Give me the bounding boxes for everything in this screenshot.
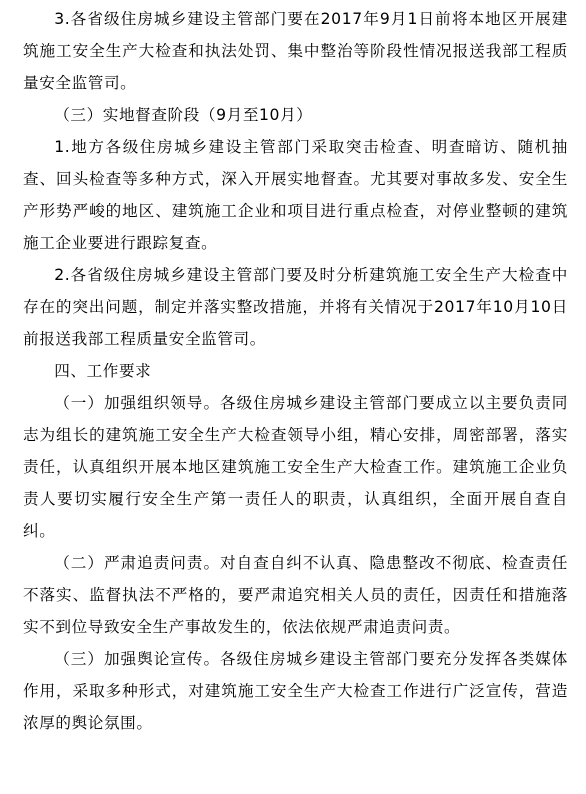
paragraph-onsite-inspection-methods: 1.地方各级住房城乡建设主管部门采取突击检查、明查暗访、随机抽查、回头检查等多种方式，深入开展实地督查。尤其要对事故多发、安全生产形势严峻的地区、建筑施工企业和项目进行重点检查，对停业整顿的建筑施工企业要进行跟踪复查。 [23,138,568,252]
paragraph-publicity: （三）加强舆论宣传。各级住房城乡建设主管部门要充分发挥各类媒体作用，采取多种形式，对建筑施工安全生产大检查工作进行广泛宣传，营造浓厚的舆论氛围。 [23,650,568,732]
paragraph-report-deadline-sept: 3.各省级住房城乡建设主管部门要在2017年9月1日前将本地区开展建筑施工安全生产大检查和执法处罚、集中整治等阶段性情况报送我部工程质量安全监管司。 [23,10,568,92]
section-heading-onsite-inspection: （三）实地督查阶段（9月至10月） [54,106,313,124]
paragraph-accountability: （二）严肃追责问责。对自查自纠不认真、隐患整改不彻底、检查责任不落实、监督执法不严格的，要严肃追究相关人员的责任，因责任和措施落实不到位导致安全生产事故发生的，依法依规严肃追责问责。 [23,554,568,636]
document-body [23,3,568,739]
paragraph-analysis-report-oct: 2.各省级住房城乡建设主管部门要及时分析建筑施工安全生产大检查中存在的突出问题，制定并落实整改措施，并将有关情况于2017年10月10日前报送我部工程质量安全监管司。 [23,266,568,348]
paragraph-strengthen-leadership: （一）加强组织领导。各级住房城乡建设主管部门要成立以主要负责同志为组长的建筑施工安全生产大检查领导小组，精心安排，周密部署，落实责任，认真组织开展本地区建筑施工安全生产大检查工作。建筑施工企业负责人要切实履行安全生产第一责任人的职责，认真组织，全面开展自查自纠。 [23,394,568,540]
section-heading-work-requirements: 四、工作要求 [54,362,152,380]
